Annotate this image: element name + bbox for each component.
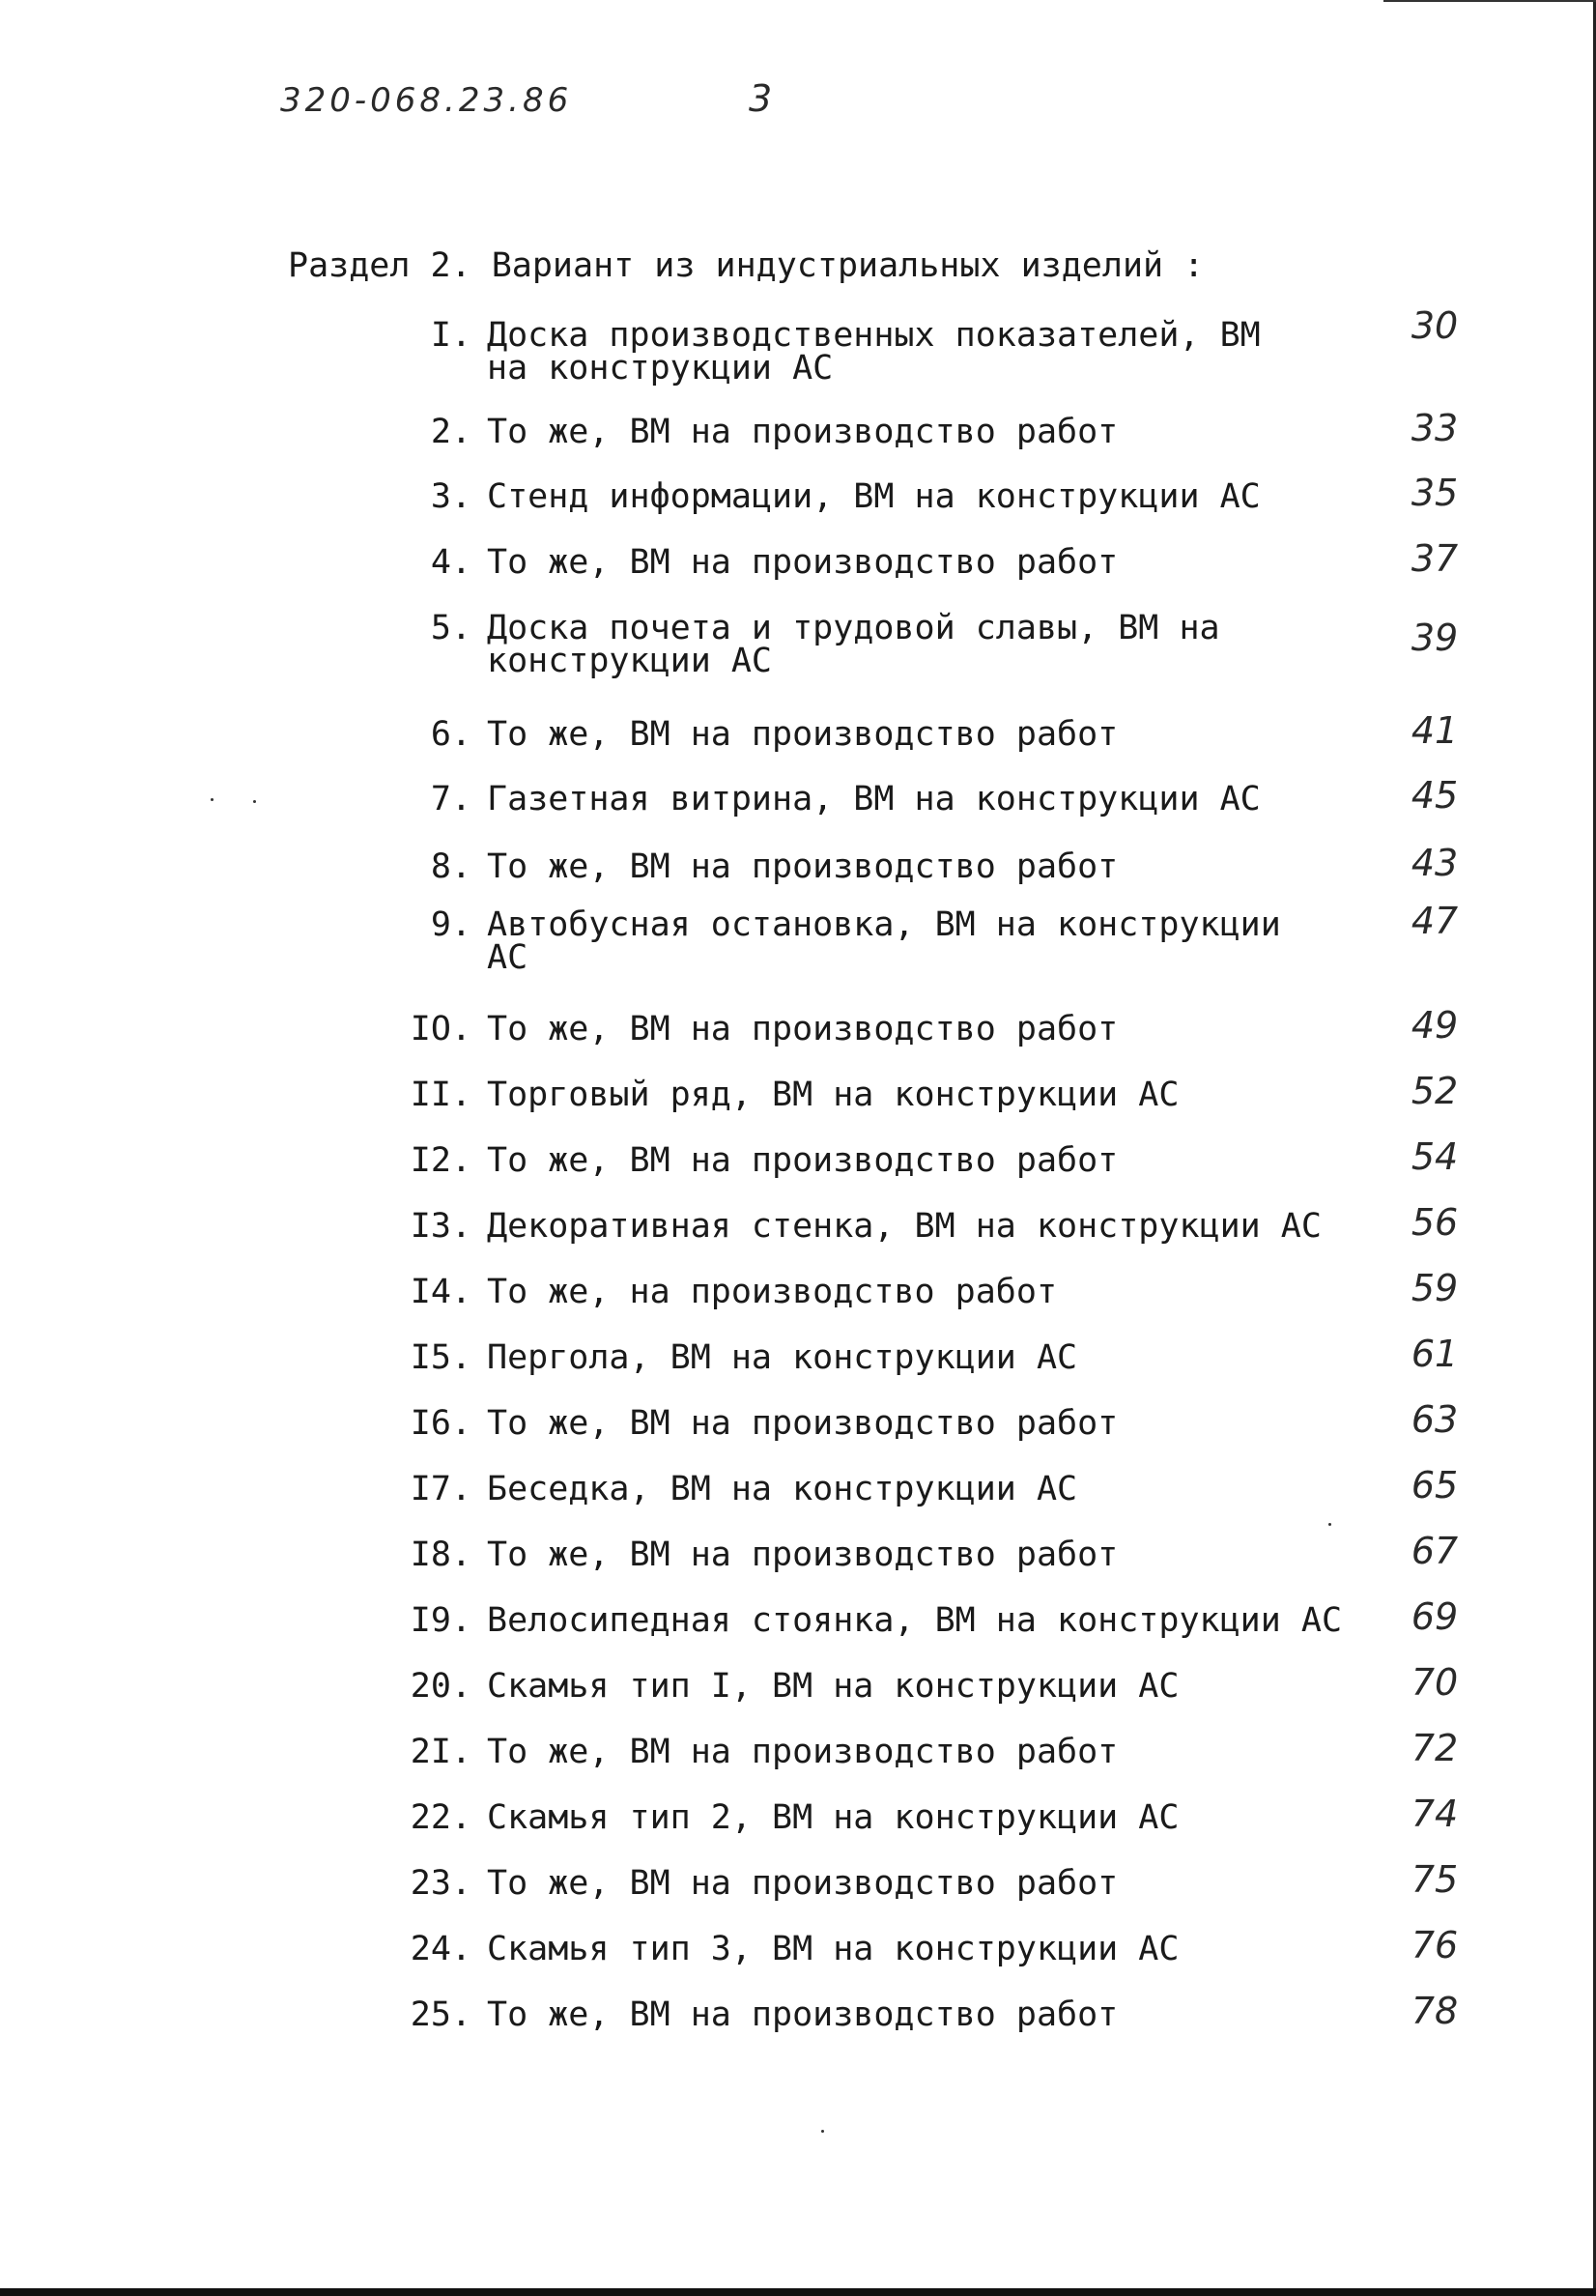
entry-page-number: 65 xyxy=(1411,1464,1459,1507)
entry-number: 8. xyxy=(430,847,471,886)
entry-page-number: 54 xyxy=(1411,1135,1459,1178)
entry-page-number: 74 xyxy=(1411,1793,1459,1835)
entry-title: Пергола, ВМ на конструкции АС xyxy=(487,1338,1078,1377)
entry-title: Стенд информации, ВМ на конструкции АС xyxy=(487,477,1261,516)
entry-page-number: 30 xyxy=(1411,304,1459,347)
entry-title: Доска производственных показателей, ВМ на конструкции АС xyxy=(487,316,1261,387)
entry-page-number: 61 xyxy=(1411,1333,1459,1375)
entry-number: 22. xyxy=(410,1798,471,1837)
entry-number: I. xyxy=(430,316,471,355)
entry-number: I5. xyxy=(410,1338,471,1377)
section-title: Раздел 2. Вариант из индустриальных изделий : xyxy=(288,246,1205,285)
entry-title: Автобусная остановка, ВМ на конструкции АС xyxy=(487,905,1281,977)
entry-page-number: 33 xyxy=(1411,407,1459,449)
entry-number: 4. xyxy=(430,543,471,582)
entry-number: 24. xyxy=(410,1930,471,1968)
entry-number: 3. xyxy=(430,477,471,516)
entry-title: То же, ВМ на производство работ xyxy=(487,1404,1119,1443)
entry-page-number: 56 xyxy=(1411,1201,1459,1244)
entry-title: Доска почета и трудовой славы, ВМ на конструкции АС xyxy=(487,609,1220,680)
entry-page-number: 37 xyxy=(1411,537,1459,580)
entry-page-number: 72 xyxy=(1411,1727,1459,1769)
entry-title: То же, ВМ на производство работ xyxy=(487,543,1119,582)
entry-page-number: 76 xyxy=(1411,1924,1459,1966)
entry-page-number: 78 xyxy=(1411,1990,1459,2032)
sheet-number: 3 xyxy=(749,77,773,120)
entry-number: 20. xyxy=(410,1667,471,1706)
entry-number: 6. xyxy=(430,715,471,754)
entry-page-number: 63 xyxy=(1411,1398,1459,1441)
entry-title: Скамья тип 2, ВМ на конструкции АС xyxy=(487,1798,1180,1837)
entry-page-number: 67 xyxy=(1411,1530,1459,1572)
entry-page-number: 75 xyxy=(1411,1858,1459,1901)
entry-number: 9. xyxy=(430,905,471,944)
entry-page-number: 45 xyxy=(1411,774,1459,817)
entry-page-number: 69 xyxy=(1411,1595,1459,1638)
entry-page-number: 59 xyxy=(1411,1267,1459,1309)
entry-title: Газетная витрина, ВМ на конструкции АС xyxy=(487,780,1261,818)
entry-page-number: 47 xyxy=(1411,900,1459,942)
entry-number: 7. xyxy=(430,780,471,818)
entry-title: То же, ВМ на производство работ xyxy=(487,847,1119,886)
entry-page-number: 43 xyxy=(1411,842,1459,884)
entry-page-number: 52 xyxy=(1411,1070,1459,1112)
entry-number: 2I. xyxy=(410,1733,471,1771)
entry-title: Велосипедная стоянка, ВМ на конструкции АС xyxy=(487,1601,1343,1640)
entry-title: То же, ВМ на производство работ xyxy=(487,1141,1119,1180)
entry-title: То же, ВМ на производство работ xyxy=(487,1535,1119,1574)
entry-title: То же, ВМ на производство работ xyxy=(487,1733,1119,1771)
entry-number: 25. xyxy=(410,1995,471,2034)
entry-title: Торговый ряд, ВМ на конструкции АС xyxy=(487,1076,1180,1114)
entry-title: То же, ВМ на производство работ xyxy=(487,1864,1119,1903)
entry-number: 2. xyxy=(430,413,471,451)
entry-page-number: 41 xyxy=(1411,709,1459,752)
entry-title: То же, на производство работ xyxy=(487,1273,1058,1311)
entry-page-number: 39 xyxy=(1411,617,1459,659)
entry-title: Скамья тип 3, ВМ на конструкции АС xyxy=(487,1930,1180,1968)
entry-page-number: 70 xyxy=(1411,1661,1459,1704)
entry-number: I7. xyxy=(410,1470,471,1508)
entry-title: Скамья тип I, ВМ на конструкции АС xyxy=(487,1667,1180,1706)
entry-title: То же, ВМ на производство работ xyxy=(487,413,1119,451)
entry-title: То же, ВМ на производство работ xyxy=(487,1995,1119,2034)
entry-title: Декоративная стенка, ВМ на конструкции АС xyxy=(487,1207,1322,1246)
entry-number: I9. xyxy=(410,1601,471,1640)
entry-title: То же, ВМ на производство работ xyxy=(487,715,1119,754)
entry-number: I6. xyxy=(410,1404,471,1443)
entry-number: 23. xyxy=(410,1864,471,1903)
entry-number: I8. xyxy=(410,1535,471,1574)
entry-number: 5. xyxy=(430,609,471,647)
document-code: 320-068.23.86 xyxy=(280,81,573,120)
entry-page-number: 35 xyxy=(1411,472,1459,514)
entry-number: I4. xyxy=(410,1273,471,1311)
entry-number: IO. xyxy=(410,1010,471,1048)
entry-title: То же, ВМ на производство работ xyxy=(487,1010,1119,1048)
entry-page-number: 49 xyxy=(1411,1004,1459,1047)
entry-number: I2. xyxy=(410,1141,471,1180)
entry-number: I3. xyxy=(410,1207,471,1246)
entry-title: Беседка, ВМ на конструкции АС xyxy=(487,1470,1078,1508)
entry-number: II. xyxy=(410,1076,471,1114)
